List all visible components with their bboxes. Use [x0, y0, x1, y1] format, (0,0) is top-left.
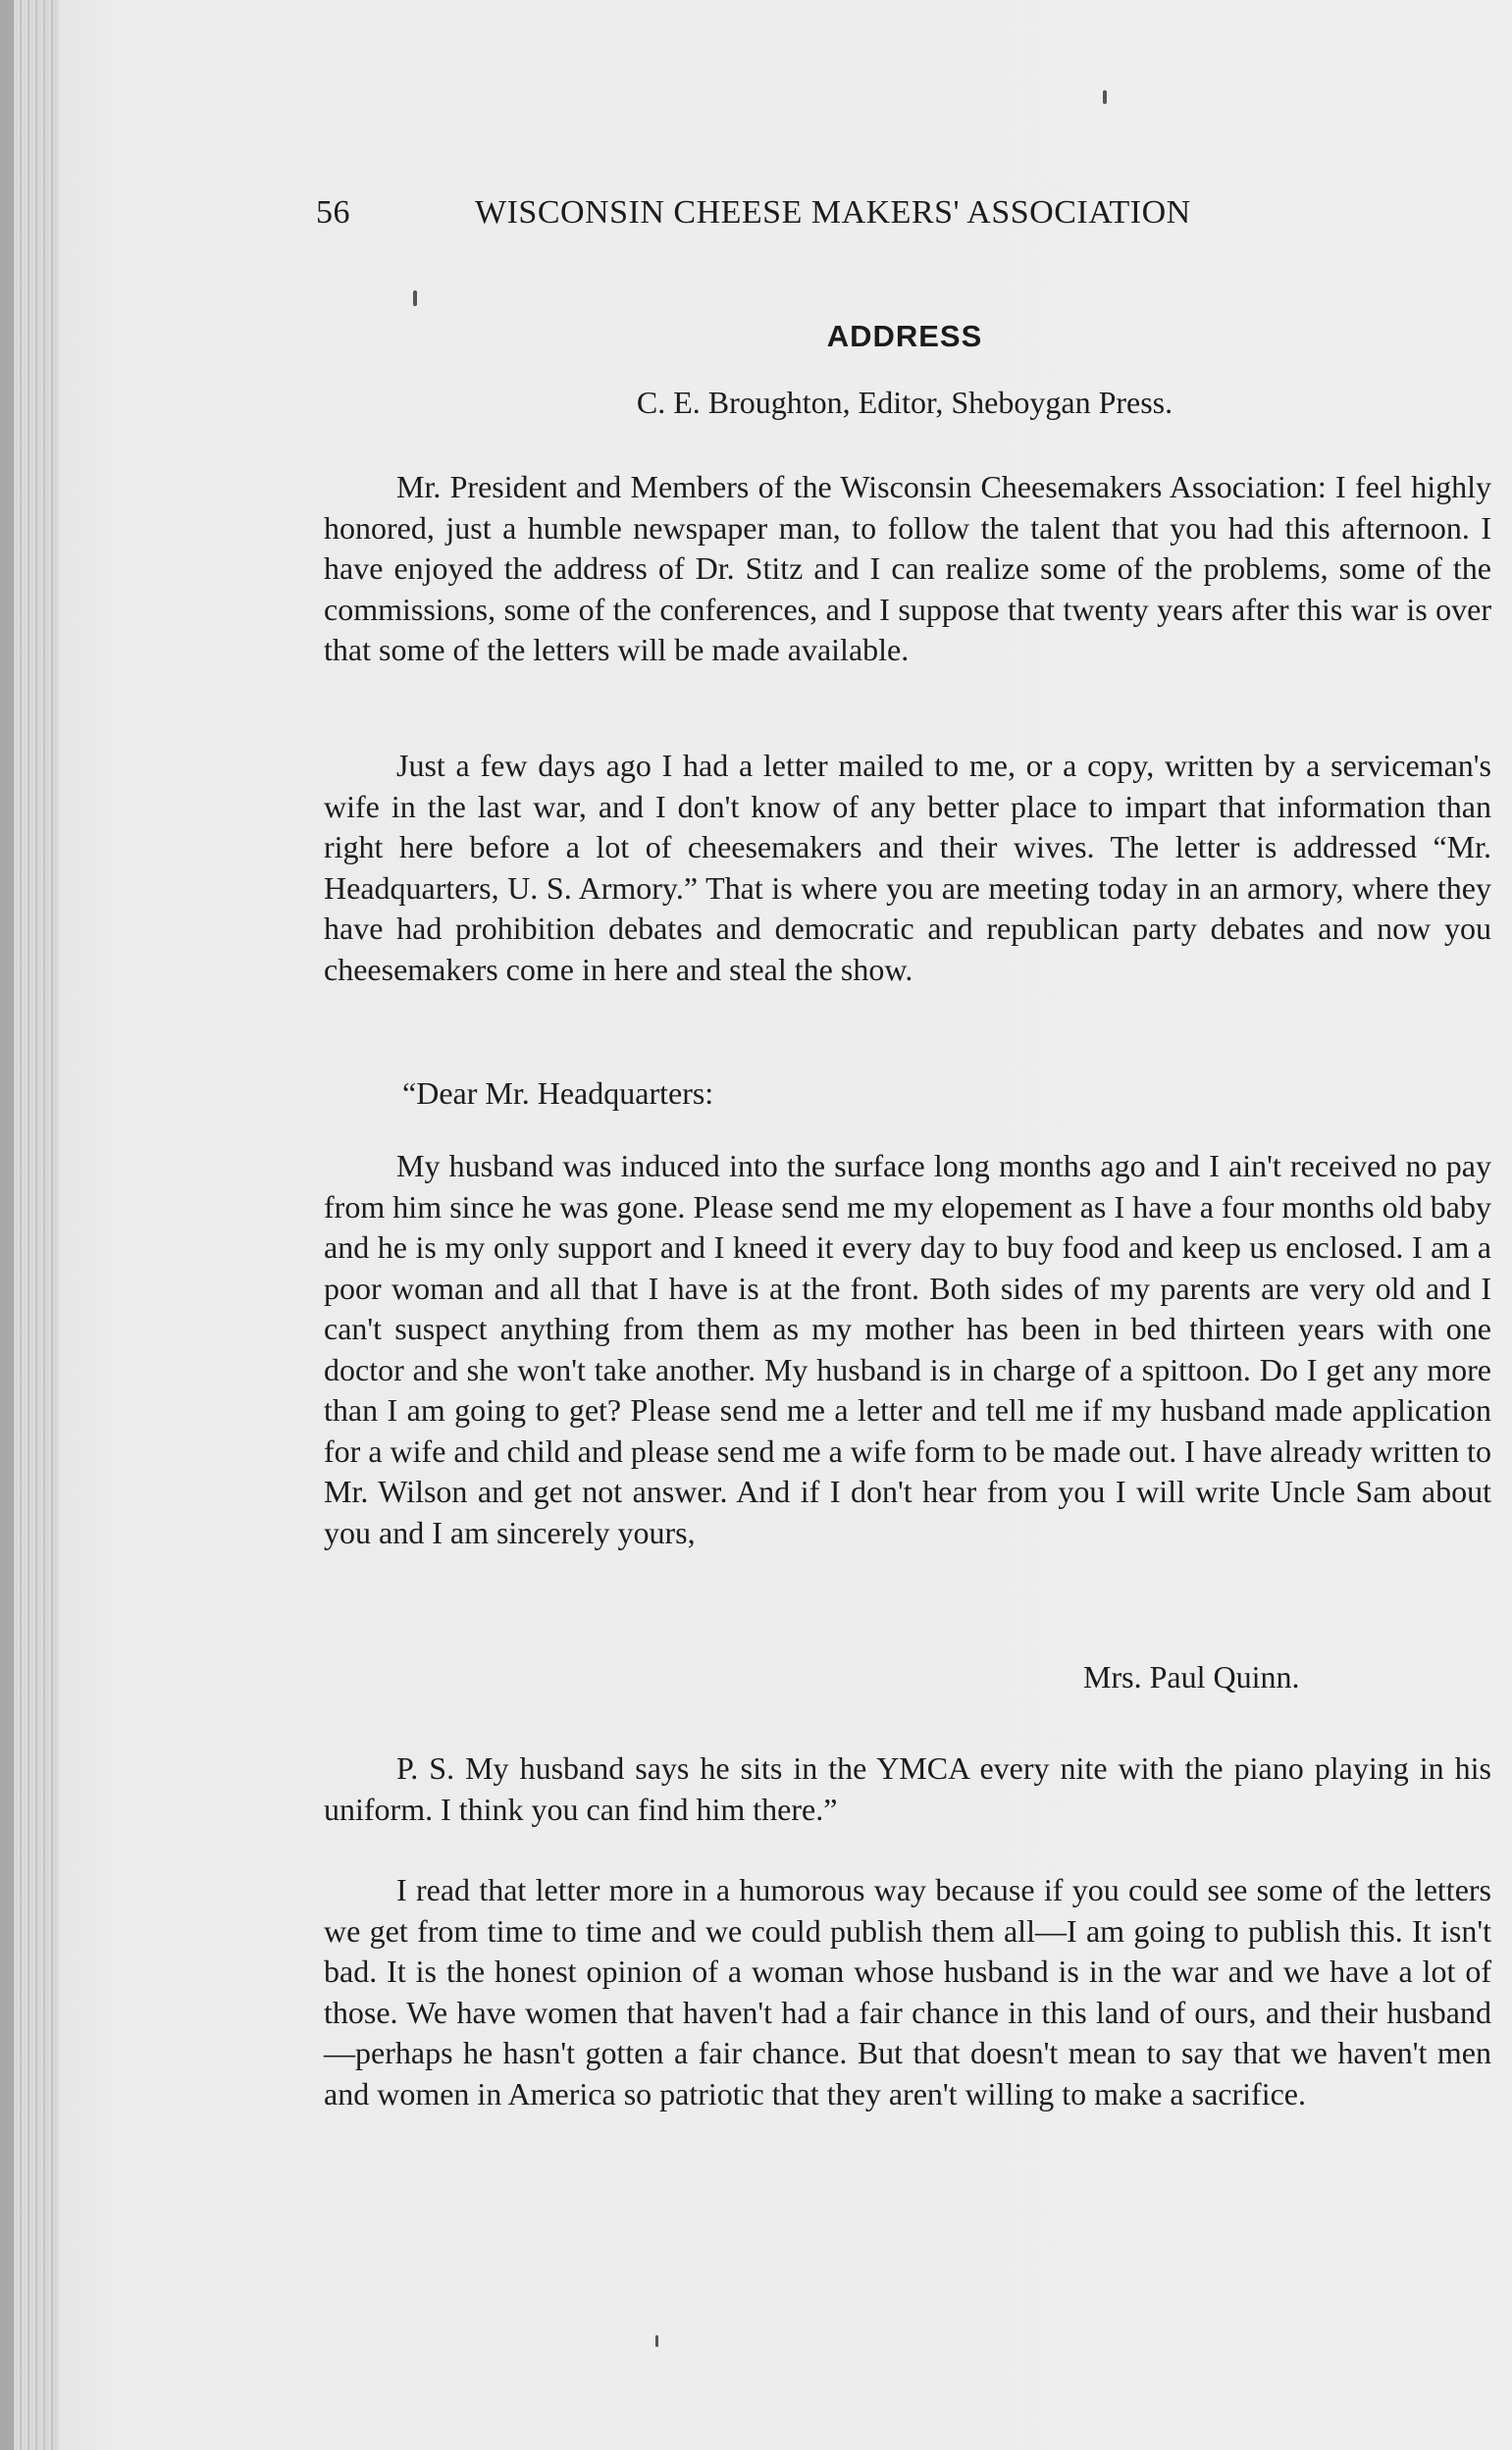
scan-speck: [655, 2335, 658, 2347]
letter-postscript: P. S. My husband says he sits in the YMCA every nite with the piano playing in his uniform. I think you can find him there.”: [324, 1750, 1491, 1827]
paragraph-letter-intro: Just a few days ago I had a letter mailed to me, or a copy, written by a serviceman's wife in the last war, and I don't know of any better place to impart that information than right here before a lot of cheesemakers and their wives. The letter is addressed “Mr. Headquarters, U. S. Armory.” That is where you are meeting today in an armory, where they have had prohibition debates and democratic and republican party debates and now you cheesemakers come in here and steal the show.: [324, 748, 1491, 987]
article-byline: C. E. Broughton, Editor, Sheboygan Press.: [636, 385, 1173, 420]
page-number: 56: [316, 194, 350, 231]
letter-signature: Mrs. Paul Quinn.: [1083, 1659, 1300, 1694]
letter-salutation: “Dear Mr. Headquarters:: [402, 1075, 714, 1111]
running-head: [316, 194, 1327, 245]
paragraph-closing: I read that letter more in a humorous way because if you could see some of the letters we get from time to time and we could publish them all—I am going to publish this. It isn't bad. It is the honest opinion of a woman whose husband is in the war and we have a lot of those. We have women that haven't had a fair chance in this land of ours, and their husband —perhaps he hasn't gotten a fair chance. But that doesn't mean to say that we haven't men and women in America so patriotic that they aren't willing to make a sacrifice.: [324, 1872, 1491, 2111]
article-title: ADDRESS: [826, 319, 983, 353]
paragraph-opening: Mr. President and Members of the Wisconsin Cheesemakers Association: I feel highly honored, just a humble newspaper man, to follow the talent that you had this afternoon. I have enjoyed the address of Dr. Stitz and I can realize some of the problems, some of the commissions, some of the conferences, and I suppose that twenty years after this war is over that some of the letters will be made available.: [324, 469, 1491, 667]
scan-speck: [1103, 90, 1107, 104]
journal-title: WISCONSIN CHEESE MAKERS' ASSOCIATION: [475, 194, 1191, 231]
letter-body: My husband was induced into the surface long months ago and I ain't received no pay from him since he was gone. Please send me my elopement as I have a four months old baby and he is my only support and I kneed it every day to buy food and keep us enclosed. I am a poor woman and all that I have is at the front. Both sides of my parents are very old and I can't suspect anything from them as my mother has been in bed thirteen years with one doctor and she won't take another. My husband is in charge of a spittoon. Do I get any more than I am going to get? Please send me a letter and tell me if my husband made application for a wife and child and please send me a wife form to be made out. I have already written to Mr. Wilson and get not answer. And if I don't hear from you I will write Uncle Sam about you and I am sincerely yours,: [324, 1148, 1491, 1550]
binding-shadow: [0, 0, 14, 2450]
scan-speck: [413, 290, 417, 306]
